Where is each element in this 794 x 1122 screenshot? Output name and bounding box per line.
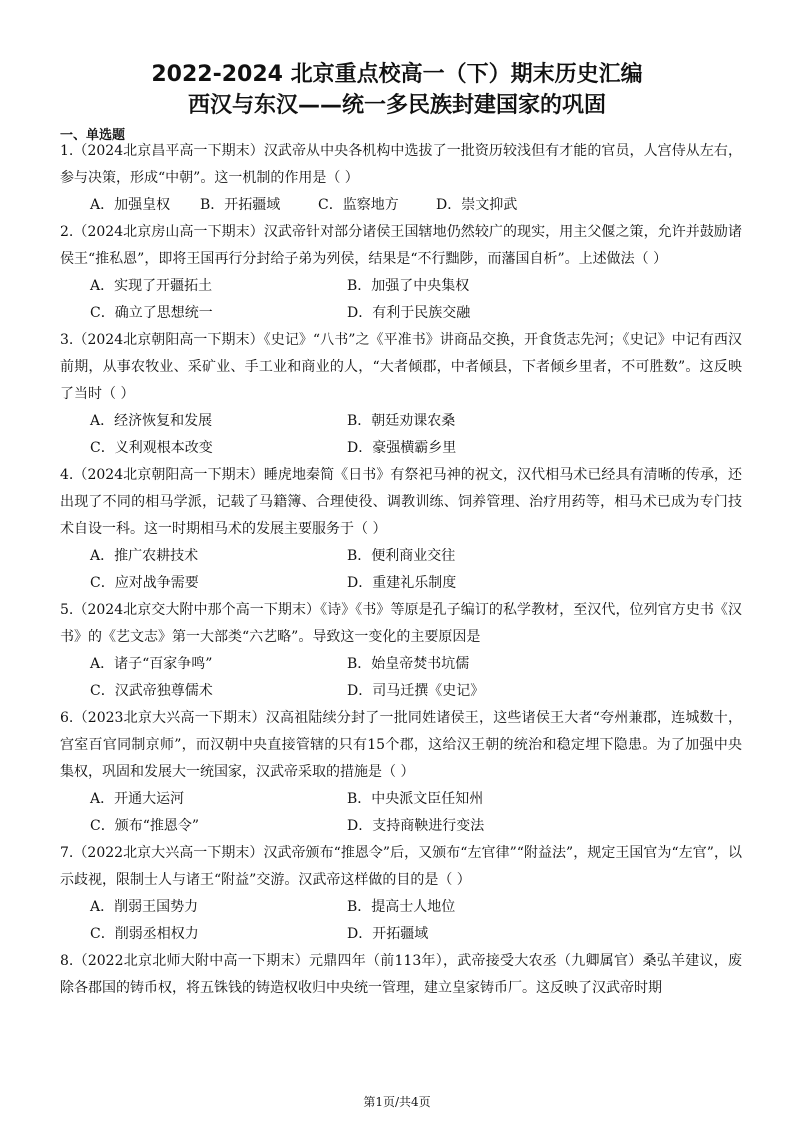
option-c: C．确立了思想统一: [90, 305, 213, 321]
option-a: A．经济恢复和发展: [90, 413, 213, 429]
option-d: D．开拓疆域: [347, 926, 429, 942]
option-b: B．朝廷劝课农桑: [347, 413, 456, 429]
question-1-text: 1.（2024北京昌平高一下期末）汉武帝从中央各机构中选拔了一批资历较浅但有才能的官员，人宫侍从左右，参与决策，形成“中朝”。这一机制的作用是（ ）: [60, 143, 742, 186]
option-d: D．崇文抑武: [436, 197, 518, 213]
option-a: A．诸子“百家争鸣”: [90, 656, 213, 672]
option-c: C．义利观根本改变: [90, 440, 213, 456]
page-number: 第1页/共4页: [363, 1095, 431, 1109]
option-b: B．加强了中央集权: [347, 278, 470, 294]
option-b: B．便利商业交往: [347, 548, 456, 564]
option-d: D．重建礼乐制度: [347, 575, 457, 591]
section-heading: 一、单选题: [60, 128, 126, 143]
option-a: A．开通大运河: [90, 791, 185, 807]
document-title-line-2: 西汉与东汉——统一多民族封建国家的巩固: [187, 93, 606, 118]
document-title-line-1: 2022-2024 北京重点校高一（下）期末历史汇编: [151, 62, 643, 87]
option-b: B．始皇帝焚书坑儒: [347, 656, 470, 672]
option-d: D．有利于民族交融: [347, 305, 471, 321]
option-c: C．削弱丞相权力: [90, 926, 199, 942]
option-c: C．汉武帝独尊儒术: [90, 683, 213, 699]
option-b: B．中央派文臣任知州: [347, 791, 484, 807]
option-d: D．司马迁撰《史记》: [347, 683, 485, 699]
question-3-text: 3.（2024北京朝阳高一下期末）《史记》“八书”之《平准书》讲商品交换，开食货志先河；《史记》中记有西汉前期，从事农牧业、采矿业、手工业和商业的人，“大者倾郡，中者倾县，下者倾乡里者，不可胜数”。这反映了当时（ ）: [60, 332, 742, 402]
option-a: A．实现了开疆拓土: [90, 278, 213, 294]
question-6-text: 6.（2023北京大兴高一下期末）汉高祖陆续分封了一批同姓诸侯王，这些诸侯王大者“夸州兼郡，连城数十，宫室百官同制京师”，而汉朝中央直接管辖的只有15个郡，这给汉王朝的统治和稳定埋下隐患。为了加强中央集权，巩固和发展大一统国家，汉武帝采取的措施是（ ）: [60, 710, 742, 780]
option-d: D．豪强横霸乡里: [347, 440, 457, 456]
option-d: D．支持商鞅进行变法: [347, 818, 485, 834]
option-b: B．提高士人地位: [347, 899, 456, 915]
option-c: C．颁布“推恩令”: [90, 818, 200, 834]
question-7-text: 7.（2022北京大兴高一下期末）汉武帝颁布“推恩令”后，又颁布“左官律”“附益法”，规定王国官为“左官”，以示歧视，限制士人与诸王“附益”交游。汉武帝这样做的目的是（ ）: [60, 845, 742, 888]
option-a: A．削弱王国势力: [90, 899, 199, 915]
question-8-text: 8.（2022北京北师大附中高一下期末）元鼎四年（前113年），武帝接受大农丞（九卿属官）桑弘羊建议，废除各郡国的铸币权，将五铢钱的铸造权收归中央统一管理，建立皇家铸币厂。这反映了汉武帝时期: [60, 953, 742, 996]
question-2-text: 2.（2024北京房山高一下期末）汉武帝针对部分诸侯王国辖地仍然较广的现实，用主父偃之策，允许并鼓励诸侯王“推私恩”，即将王国再行分封给子弟为列侯，结果是“不行黜陟，而藩国自析”。上述做法（ ）: [60, 224, 742, 267]
question-4-text: 4.（2024北京朝阳高一下期末）睡虎地秦简《日书》有祭祀马神的祝文，汉代相马术已经具有清晰的传承，还出现了不同的相马学派，记载了马籍簿、合理使役、调教训练、饲养管理、治疗用药等，相马术已成为专门技术自设一科。这一时期相马术的发展主要服务于（ ）: [60, 467, 742, 537]
option-c: C．监察地方: [318, 197, 399, 213]
option-b: B．开拓疆域: [200, 197, 281, 213]
option-a: A．推广农耕技术: [90, 548, 199, 564]
option-c: C．应对战争需要: [90, 575, 199, 591]
question-5-text: 5.（2024北京交大附中那个高一下期末）《诗》《书》等原是孔子编订的私学教材，至汉代，位列官方史书《汉书》的《艺文志》第一大部类“六艺略”。导致这一变化的主要原因是: [60, 602, 742, 645]
option-a: A．加强皇权: [90, 197, 171, 213]
